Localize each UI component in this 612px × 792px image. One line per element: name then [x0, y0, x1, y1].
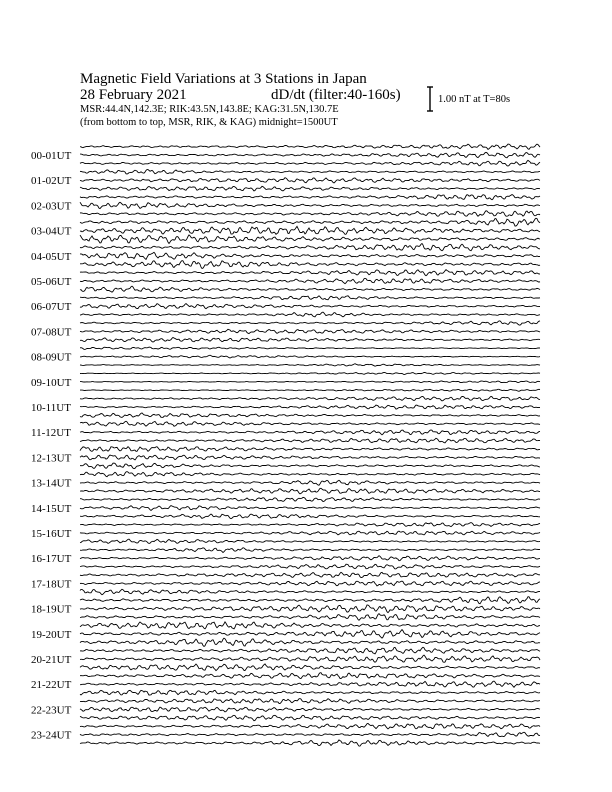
hour-label: 03-04UT: [31, 225, 72, 238]
trace-13-14UT-KAG: [80, 472, 540, 477]
hour-label: 19-20UT: [31, 628, 72, 641]
trace-03-04UT-MSR: [80, 235, 540, 244]
hour-label: 04-05UT: [31, 250, 72, 263]
hour-label: 18-19UT: [31, 603, 72, 616]
trace-12-13UT-MSR: [80, 463, 540, 469]
scale-bar-label: 1.00 nT at T=80s: [438, 94, 511, 105]
hour-label: 22-23UT: [31, 704, 72, 717]
trace-11-12UT-MSR: [80, 438, 540, 443]
hour-label: 15-16UT: [31, 528, 72, 540]
trace-06-07UT-KAG: [80, 296, 540, 300]
trace-03-04UT-RIK: [80, 226, 540, 234]
trace-09-10UT-MSR: [80, 389, 540, 391]
trace-03-04UT-KAG: [80, 218, 540, 226]
trace-04-05UT-RIK: [80, 252, 540, 259]
trace-02-03UT-RIK: [80, 202, 540, 208]
trace-09-10UT-KAG: [80, 372, 540, 374]
trace-21-22UT-MSR: [80, 690, 540, 695]
trace-18-19UT-KAG: [80, 597, 540, 604]
trace-08-09UT-KAG: [80, 347, 540, 349]
hour-label: 07-08UT: [31, 326, 72, 339]
hour-label: 12-13UT: [31, 452, 72, 465]
trace-23-24UT-RIK: [80, 732, 540, 736]
hour-label: 01-02UT: [31, 175, 72, 188]
trace-07-08UT-KAG: [80, 321, 540, 325]
trace-17-18UT-KAG: [80, 572, 540, 577]
hour-label: 08-09UT: [31, 351, 72, 364]
trace-13-14UT-MSR: [80, 488, 540, 494]
trace-11-12UT-KAG: [80, 421, 540, 426]
trace-04-05UT-KAG: [80, 244, 540, 251]
trace-12-13UT-RIK: [80, 455, 540, 460]
trace-05-06UT-RIK: [80, 278, 540, 283]
hour-label: 09-10UT: [31, 376, 72, 389]
hour-label: 20-21UT: [31, 654, 72, 666]
hour-label: 10-11UT: [31, 402, 71, 414]
station-order-note: (from bottom to top, MSR, RIK, & KAG) midnight=1500UT: [80, 117, 338, 128]
trace-00-01UT-MSR: [80, 160, 540, 166]
trace-17-18UT-MSR: [80, 589, 540, 594]
hour-label: 23-24UT: [31, 729, 72, 742]
trace-02-03UT-KAG: [80, 195, 540, 200]
trace-18-19UT-MSR: [80, 614, 540, 621]
trace-23-24UT-KAG: [80, 723, 540, 729]
hour-label: 21-22UT: [31, 679, 72, 692]
hour-label: 06-07UT: [31, 301, 72, 314]
trace-20-21UT-MSR: [80, 664, 540, 671]
trace-21-22UT-KAG: [80, 673, 540, 679]
hour-labels: [31, 150, 72, 742]
trace-19-20UT-MSR: [80, 638, 540, 646]
scale-bar: [427, 87, 433, 111]
trace-19-20UT-RIK: [80, 630, 540, 639]
trace-06-07UT-RIK: [80, 304, 540, 309]
trace-23-24UT-MSR: [80, 740, 540, 746]
trace-08-09UT-MSR: [80, 364, 540, 367]
hour-label: 16-17UT: [31, 553, 72, 566]
trace-10-11UT-MSR: [80, 413, 540, 418]
hour-label: 00-01UT: [31, 150, 72, 162]
trace-04-05UT-MSR: [80, 261, 540, 269]
trace-09-10UT-RIK: [80, 381, 540, 383]
hour-label: 13-14UT: [31, 477, 72, 490]
trace-16-17UT-RIK: [80, 556, 540, 561]
trace-10-11UT-KAG: [80, 396, 540, 401]
trace-07-08UT-MSR: [80, 337, 540, 342]
trace-15-16UT-RIK: [80, 531, 540, 535]
trace-02-03UT-MSR: [80, 211, 540, 217]
trace-22-23UT-RIK: [80, 707, 540, 712]
trace-22-23UT-KAG: [80, 699, 540, 704]
station-coords: MSR:44.4N,142.3E; RIK:43.5N,143.8E; KAG:31.5N,130.7E: [80, 104, 339, 115]
trace-08-09UT-RIK: [80, 355, 540, 358]
trace-01-02UT-RIK: [80, 178, 540, 183]
trace-00-01UT-KAG: [80, 144, 540, 149]
trace-15-16UT-KAG: [80, 523, 540, 527]
hour-label: 05-06UT: [31, 276, 72, 288]
hour-label: 17-18UT: [31, 578, 72, 591]
chart-date: 28 February 2021: [80, 87, 187, 103]
trace-14-15UT-MSR: [80, 514, 540, 519]
hour-label: 14-15UT: [31, 502, 72, 515]
trace-20-21UT-RIK: [80, 655, 540, 662]
trace-11-12UT-RIK: [80, 430, 540, 435]
trace-13-14UT-RIK: [80, 480, 540, 485]
trace-22-23UT-MSR: [80, 715, 540, 720]
trace-17-18UT-RIK: [80, 581, 540, 586]
trace-12-13UT-KAG: [80, 447, 540, 452]
trace-10-11UT-RIK: [80, 405, 540, 409]
trace-01-02UT-KAG: [80, 170, 540, 174]
trace-05-06UT-KAG: [80, 270, 540, 276]
trace-19-20UT-KAG: [80, 622, 540, 629]
trace-20-21UT-KAG: [80, 647, 540, 654]
trace-07-08UT-RIK: [80, 329, 540, 333]
trace-21-22UT-RIK: [80, 681, 540, 687]
trace-14-15UT-RIK: [80, 506, 540, 511]
trace-01-02UT-MSR: [80, 186, 540, 191]
trace-00-01UT-RIK: [80, 152, 540, 157]
trace-group: [80, 144, 540, 746]
trace-15-16UT-MSR: [80, 539, 540, 543]
trace-18-19UT-RIK: [80, 605, 540, 613]
trace-05-06UT-MSR: [80, 286, 540, 292]
trace-16-17UT-MSR: [80, 564, 540, 569]
hour-label: 11-12UT: [31, 427, 71, 440]
hour-label: 02-03UT: [31, 200, 72, 213]
trace-06-07UT-MSR: [80, 312, 540, 317]
trace-16-17UT-KAG: [80, 548, 540, 553]
filter-label: dD/dt (filter:40-160s): [271, 87, 401, 103]
trace-14-15UT-KAG: [80, 497, 540, 501]
chart-title: Magnetic Field Variations at 3 Stations in Japan: [80, 71, 367, 87]
